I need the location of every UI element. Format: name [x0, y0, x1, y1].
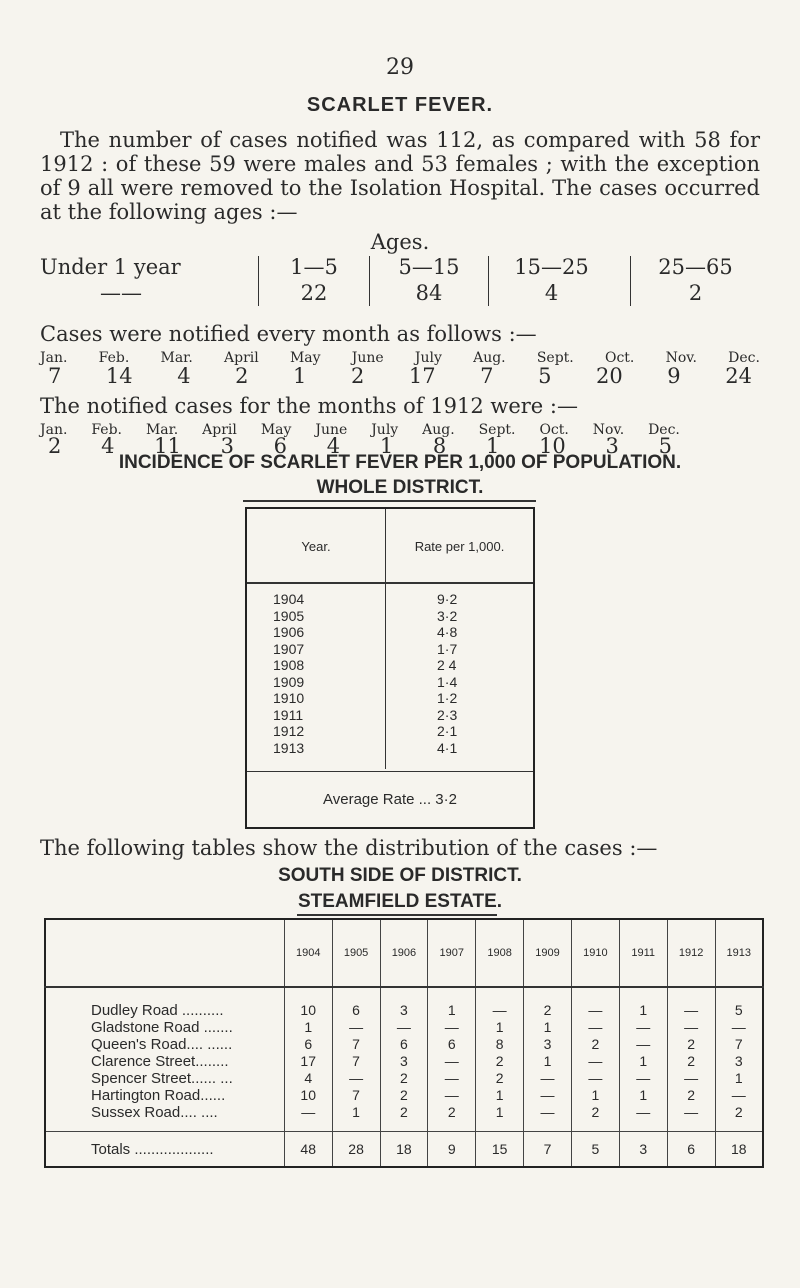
age-value: ——: [100, 281, 142, 305]
rate-cell: 1·2: [437, 690, 458, 706]
count-cell: —: [571, 1053, 619, 1070]
month-value: 3: [220, 434, 234, 458]
count-cell: —: [428, 1019, 476, 1036]
count-cell: 1: [476, 1104, 524, 1132]
month-label: Dec.: [648, 422, 680, 438]
street-name: Hartington Road......: [91, 1087, 226, 1104]
month-value: 3: [605, 434, 619, 458]
count-cell: —: [524, 1104, 572, 1132]
month-label: Sept.: [536, 350, 574, 366]
count-cell: 7: [715, 1036, 763, 1053]
total-cell: 9: [428, 1132, 476, 1168]
count-cell: 1: [476, 1019, 524, 1036]
table-row: [247, 674, 533, 691]
count-cell: —: [571, 1019, 619, 1036]
year-column-header: Year.: [301, 539, 331, 554]
age-group: [370, 254, 488, 308]
table-row: [45, 1053, 763, 1070]
heading-underline: [297, 914, 497, 916]
table-row: [247, 657, 533, 674]
table-row: [247, 641, 533, 658]
street-name: Clarence Street........: [91, 1053, 229, 1070]
count-cell: —: [619, 1019, 667, 1036]
count-cell: —: [380, 1019, 428, 1036]
age-value: 4: [544, 281, 559, 305]
count-cell: 2: [715, 1104, 763, 1132]
year-header: 1904: [284, 919, 332, 987]
count-cell: 10: [284, 987, 332, 1019]
count-cell: 3: [524, 1036, 572, 1053]
count-cell: 6: [284, 1036, 332, 1053]
monthly-1913-values: [40, 364, 760, 388]
count-cell: —: [667, 1104, 715, 1132]
month-value: 4: [326, 434, 341, 458]
month-value: 1: [293, 364, 307, 388]
page-number: 29: [386, 55, 414, 80]
total-cell: 18: [715, 1132, 763, 1168]
count-cell: —: [571, 1070, 619, 1087]
south-side-heading: SOUTH SIDE OF DISTRICT.: [278, 865, 522, 886]
year-header: 1908: [476, 919, 524, 987]
distribution-table: [44, 918, 764, 1168]
month-label: April: [202, 422, 237, 438]
count-cell: —: [332, 1070, 380, 1087]
year-header: 1907: [428, 919, 476, 987]
month-value: 2: [48, 434, 62, 458]
month-value: 7: [48, 364, 62, 388]
month-label: Aug.: [473, 350, 506, 366]
year-cell: 1911: [273, 706, 304, 723]
total-cell: 28: [332, 1132, 380, 1168]
month-label: July: [371, 422, 399, 438]
month-value: 2: [350, 364, 365, 388]
count-cell: 1: [524, 1019, 572, 1036]
table-row: [247, 624, 533, 641]
header-rule: [247, 582, 533, 584]
month-value: 5: [658, 434, 672, 458]
average-rate: Average Rate ... 3·2: [323, 791, 457, 808]
count-cell: —: [619, 1104, 667, 1132]
year-cell: 1913: [273, 739, 305, 756]
count-cell: —: [619, 1070, 667, 1087]
age-label: 5—15: [398, 255, 460, 279]
count-cell: —: [332, 1019, 380, 1036]
month-value: 8: [432, 434, 447, 458]
count-cell: 1: [476, 1087, 524, 1104]
year-header: 1911: [619, 919, 667, 987]
month-value: 7: [480, 364, 494, 388]
age-label: 25—65: [658, 255, 733, 279]
ages-table: [40, 254, 760, 308]
count-cell: 3: [380, 1053, 428, 1070]
street-column-header: [45, 919, 284, 987]
month-label: Feb.: [91, 422, 123, 438]
incidence-heading: INCIDENCE OF SCARLET FEVER PER 1,000 OF POPULATION.: [118, 452, 682, 473]
steamfield-estate-heading: STEAMFIELD ESTATE.: [297, 891, 503, 912]
rate-cell: 4·1: [437, 739, 458, 756]
table-row: [247, 591, 533, 608]
month-label: May: [289, 350, 321, 366]
year-cell: 1904: [273, 591, 305, 607]
rate-cell: 2·3: [437, 706, 458, 723]
month-label: Jan.: [40, 422, 68, 438]
month-value: 2: [235, 364, 249, 388]
month-label: Oct.: [539, 422, 569, 438]
count-cell: 1: [619, 1087, 667, 1104]
table-row: [45, 987, 763, 1019]
table-row: [247, 707, 533, 724]
rate-column-header: Rate per 1,000.: [414, 539, 505, 554]
section-title: SCARLET FEVER.: [306, 94, 494, 116]
month-label: Nov.: [665, 350, 697, 366]
street-name: Spencer Street...... ...: [91, 1070, 233, 1087]
count-cell: —: [428, 1070, 476, 1087]
month-value: 17: [408, 364, 436, 388]
age-label: Under 1 year: [40, 255, 181, 279]
table-row: [45, 1019, 763, 1036]
count-cell: 1: [619, 987, 667, 1019]
count-cell: —: [715, 1019, 763, 1036]
count-cell: —: [428, 1053, 476, 1070]
count-cell: 7: [332, 1053, 380, 1070]
year-header: 1909: [524, 919, 572, 987]
rate-table: [245, 507, 535, 829]
ages-heading: Ages.: [370, 230, 430, 254]
intro-paragraph: The number of cases notified was 112, as compared with 58 for 1912 : of these 59 were males and 53 females ; with the exception of 9 all were removed to the Isolation Hospital. The cases occurred at the following ages :—: [40, 128, 760, 224]
month-label: Aug.: [422, 422, 455, 438]
count-cell: 2: [524, 987, 572, 1019]
year-cell: 1910: [273, 690, 305, 706]
month-label: May: [260, 422, 292, 438]
count-cell: 2: [571, 1104, 619, 1132]
count-cell: 2: [571, 1036, 619, 1053]
table-row: [45, 1104, 763, 1132]
totals-label: Totals ...................: [45, 1132, 284, 1168]
month-value: 5: [538, 364, 552, 388]
count-cell: 3: [380, 987, 428, 1019]
count-cell: —: [524, 1070, 572, 1087]
month-label: June: [315, 422, 348, 438]
month-value: 24: [725, 364, 752, 388]
count-cell: —: [284, 1104, 332, 1132]
total-cell: 48: [284, 1132, 332, 1168]
count-cell: 1: [428, 987, 476, 1019]
count-cell: —: [667, 1019, 715, 1036]
count-cell: 10: [284, 1087, 332, 1104]
count-cell: —: [667, 1070, 715, 1087]
year-header: 1905: [332, 919, 380, 987]
count-cell: 2: [380, 1087, 428, 1104]
table-row: [247, 690, 533, 707]
totals-row: [45, 1132, 763, 1168]
month-label: Mar.: [145, 422, 179, 438]
month-label: July: [414, 350, 442, 366]
table-row: [45, 1070, 763, 1087]
count-cell: 7: [332, 1087, 380, 1104]
month-label: Nov.: [592, 422, 625, 438]
count-cell: 8: [476, 1036, 524, 1053]
month-value: 10: [539, 434, 566, 458]
table-row: [45, 1087, 763, 1104]
count-cell: —: [428, 1087, 476, 1104]
count-cell: 6: [380, 1036, 428, 1053]
year-header: 1913: [715, 919, 763, 987]
monthly-1913-intro: Cases were notified every month as follows :—: [40, 322, 537, 346]
rate-cell: 4·8: [437, 624, 458, 640]
month-value: 4: [177, 364, 191, 388]
count-cell: 2: [476, 1070, 524, 1087]
month-label: Oct.: [604, 350, 635, 366]
count-cell: 7: [332, 1036, 380, 1053]
table-row: [247, 723, 533, 740]
count-cell: 1: [619, 1053, 667, 1070]
year-cell: 1906: [273, 624, 305, 640]
count-cell: 1: [571, 1087, 619, 1104]
street-name: Queen's Road.... ......: [91, 1036, 233, 1053]
month-value: 1: [379, 434, 394, 458]
count-cell: 6: [428, 1036, 476, 1053]
age-value: 2: [688, 281, 703, 305]
count-cell: 2: [667, 1053, 715, 1070]
month-value: 20: [596, 364, 623, 388]
year-header: 1910: [571, 919, 619, 987]
month-label: Mar.: [160, 350, 193, 366]
count-cell: 6: [332, 987, 380, 1019]
month-value: 14: [105, 364, 133, 388]
count-cell: 1: [332, 1104, 380, 1132]
month-value: 1: [485, 434, 500, 458]
age-value: 22: [300, 281, 328, 305]
monthly-1912-intro: The notified cases for the months of 1912 were :—: [40, 394, 578, 418]
count-cell: 17: [284, 1053, 332, 1070]
month-value: 6: [273, 434, 288, 458]
month-label: Feb.: [98, 350, 130, 366]
count-cell: 2: [667, 1087, 715, 1104]
count-cell: —: [524, 1087, 572, 1104]
count-cell: 2: [476, 1053, 524, 1070]
age-group: [40, 254, 200, 308]
year-cell: 1908: [273, 657, 305, 673]
age-group: [489, 254, 614, 308]
count-cell: 2: [428, 1104, 476, 1132]
count-cell: 1: [524, 1053, 572, 1070]
count-cell: 1: [284, 1019, 332, 1036]
rate-cell: 1·7: [437, 640, 458, 657]
total-cell: 18: [380, 1132, 428, 1168]
rate-cell: 3·2: [437, 607, 458, 624]
count-cell: 2: [380, 1104, 428, 1132]
year-cell: 1905: [273, 607, 305, 624]
month-value: 4: [101, 434, 115, 458]
month-value: 9: [667, 364, 681, 388]
age-label: 15—25: [514, 255, 589, 279]
count-cell: 3: [715, 1053, 763, 1070]
month-value: 11: [154, 434, 181, 458]
distribution-intro: The following tables show the distribution of the cases :—: [40, 836, 658, 860]
total-cell: 3: [619, 1132, 667, 1168]
year-header: 1906: [380, 919, 428, 987]
footer-rule: [247, 771, 533, 772]
table-row: [45, 1036, 763, 1053]
table-row: [247, 740, 533, 757]
total-cell: 5: [571, 1132, 619, 1168]
rate-cell: 2 4: [437, 657, 457, 673]
street-name: Gladstone Road .......: [91, 1019, 233, 1036]
table-row: [247, 608, 533, 625]
count-cell: —: [715, 1087, 763, 1104]
total-cell: 6: [667, 1132, 715, 1168]
rate-rows: [247, 591, 533, 756]
age-group: [631, 254, 760, 308]
count-cell: —: [619, 1036, 667, 1053]
age-label: 1—5: [290, 255, 338, 279]
count-cell: 1: [715, 1070, 763, 1087]
year-header: 1912: [667, 919, 715, 987]
heading-underline: [243, 500, 536, 502]
rate-cell: 9·2: [437, 591, 458, 607]
month-label: Jan.: [40, 350, 68, 366]
whole-district-heading: WHOLE DISTRICT.: [316, 477, 484, 498]
rate-cell: 2·1: [437, 723, 458, 739]
count-cell: 2: [667, 1036, 715, 1053]
count-cell: —: [476, 987, 524, 1019]
count-cell: —: [571, 987, 619, 1019]
month-label: Dec.: [728, 350, 760, 366]
month-label: Sept.: [478, 422, 516, 438]
count-cell: 4: [284, 1070, 332, 1087]
age-value: 84: [415, 281, 443, 305]
street-name: Sussex Road.... ....: [91, 1104, 218, 1121]
year-cell: 1912: [273, 723, 305, 739]
total-cell: 7: [524, 1132, 572, 1168]
rate-cell: 1·4: [437, 673, 458, 690]
total-cell: 15: [476, 1132, 524, 1168]
month-label: June: [351, 350, 384, 366]
header-row: [45, 919, 763, 987]
count-cell: 5: [715, 987, 763, 1019]
street-name: Dudley Road ..........: [91, 1002, 224, 1019]
year-cell: 1909: [273, 673, 305, 690]
count-cell: 2: [380, 1070, 428, 1087]
count-cell: —: [667, 987, 715, 1019]
year-cell: 1907: [273, 640, 305, 657]
month-label: April: [224, 350, 259, 366]
age-group: [259, 254, 369, 308]
